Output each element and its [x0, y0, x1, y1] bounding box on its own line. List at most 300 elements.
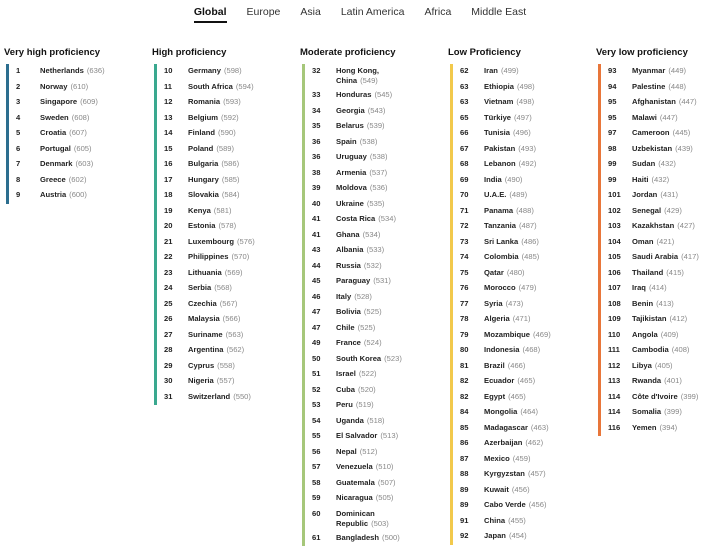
ranking-row [164, 219, 292, 235]
country-entry [484, 485, 558, 495]
rank-number: 9 [16, 190, 21, 199]
country-entry [632, 392, 706, 402]
country-name: France [336, 338, 361, 347]
rank-number: 15 [164, 143, 173, 153]
ranking-row [460, 436, 588, 452]
rank-number: 18 [164, 190, 173, 199]
ranking-row [312, 135, 440, 151]
country-entry [188, 345, 262, 355]
rank-number: 99 [608, 159, 617, 168]
country-score: (537) [369, 167, 388, 177]
ranking-row [164, 250, 292, 266]
country-name: Brazil [484, 360, 505, 370]
ranking-row [312, 166, 440, 182]
rank-number: 4 [16, 112, 21, 122]
ranking-row [460, 390, 588, 406]
country-entry [336, 66, 410, 86]
country-name: Lithuania [188, 267, 222, 277]
rank-number: 63 [460, 81, 469, 91]
country-name: Sudan [632, 159, 656, 168]
country-name: Germany [188, 66, 221, 75]
country-score: (399) [664, 407, 682, 416]
country-name: Azerbaijan [484, 438, 523, 447]
rank-number: 35 [312, 121, 321, 130]
country-score: (463) [530, 422, 549, 432]
country-score: (413) [656, 298, 674, 308]
country-entry [484, 314, 558, 324]
country-entry [484, 407, 558, 417]
country-entry [484, 206, 558, 216]
rank-number: 57 [312, 462, 321, 471]
country-score: (498) [516, 97, 535, 106]
country-score: (414) [648, 283, 667, 292]
country-entry [40, 128, 114, 138]
ranking-row [16, 95, 144, 111]
rank-number: 19 [164, 205, 173, 215]
country-name: Lebanon [484, 159, 516, 168]
ranking-row [460, 250, 588, 266]
ranking-row [312, 531, 440, 547]
country-name: Panama [484, 205, 514, 215]
rank-number: 21 [164, 236, 173, 246]
country-entry [632, 299, 706, 309]
country-name: Netherlands [40, 66, 84, 75]
ranking-row [312, 104, 440, 120]
rank-number: 1 [16, 66, 21, 75]
country-entry [40, 66, 114, 76]
country-name: Belgium [188, 112, 218, 122]
ranking-row [312, 150, 440, 166]
country-score: (405) [654, 360, 673, 370]
country-entry [632, 423, 706, 433]
rank-number: 31 [164, 391, 173, 401]
country-score: (585) [221, 174, 240, 184]
country-score: (525) [363, 307, 382, 316]
country-name: Greece [40, 174, 66, 184]
country-entry [40, 159, 114, 169]
country-name: Kyrgyzstan [484, 469, 525, 478]
country-entry [336, 152, 410, 162]
country-entry [632, 82, 706, 92]
country-score: (417) [681, 252, 699, 261]
ranking-row [460, 514, 588, 530]
country-score: (519) [355, 400, 374, 409]
country-entry [484, 237, 558, 247]
rank-number: 102 [608, 205, 621, 215]
rank-number: 112 [608, 360, 621, 370]
ranking-row [312, 476, 440, 492]
country-name: Kazakhstan [632, 221, 675, 230]
country-name: Kenya [188, 205, 211, 215]
country-name: Yemen [632, 422, 657, 432]
country-score: (539) [366, 121, 385, 130]
country-score: (497) [514, 112, 532, 122]
country-entry [336, 369, 410, 379]
rank-number: 2 [16, 81, 21, 91]
country-score: (439) [675, 143, 693, 153]
rank-number: 110 [608, 329, 621, 339]
country-entry [336, 447, 410, 457]
country-score: (598) [223, 66, 242, 75]
tab-europe[interactable]: Europe [246, 6, 281, 18]
ranking-row [608, 157, 718, 173]
country-entry [484, 423, 558, 433]
country-score: (486) [521, 236, 539, 246]
country-entry [336, 416, 410, 426]
country-name: Tunisia [484, 128, 511, 137]
ranking-row [608, 421, 718, 437]
ranking-row [164, 359, 292, 375]
rank-number: 27 [164, 329, 173, 339]
country-score: (570) [231, 252, 250, 261]
rank-number: 97 [608, 128, 617, 137]
group-color-bar [6, 64, 9, 204]
ranking-row [164, 343, 292, 359]
country-name: Tanzania [484, 221, 516, 230]
country-entry [484, 175, 558, 185]
country-entry [632, 376, 706, 386]
country-score: (543) [367, 105, 386, 115]
rank-number: 59 [312, 493, 321, 502]
country-name: Nepal [336, 446, 357, 456]
country-name: El Salvador [336, 431, 378, 440]
country-entry [484, 392, 558, 402]
ranking-row [164, 297, 292, 313]
ranking-row [312, 491, 440, 507]
rank-number: 39 [312, 183, 321, 192]
country-name: Costa Rica [336, 214, 376, 223]
country-score: (479) [518, 283, 537, 292]
group-list [448, 64, 588, 545]
ranking-row [16, 173, 144, 189]
rank-number: 22 [164, 252, 173, 261]
ranking-row [164, 80, 292, 96]
country-name: Cyprus [188, 360, 215, 370]
tab-asia[interactable]: Asia [300, 6, 321, 18]
country-score: (590) [218, 128, 236, 137]
group-color-bar [598, 64, 601, 436]
group-low [448, 46, 588, 545]
group-list [596, 64, 718, 436]
ranking-row [608, 281, 718, 297]
rank-number: 82 [460, 376, 469, 385]
country-score: (499) [500, 66, 519, 75]
country-name: South Korea [336, 353, 382, 363]
rank-number: 81 [460, 360, 469, 370]
country-entry [632, 221, 706, 231]
country-name: Hong Kong, China [336, 66, 380, 85]
country-name: Egypt [484, 391, 506, 401]
country-entry [40, 82, 114, 92]
country-name: Oman [632, 236, 654, 246]
country-entry [336, 199, 410, 209]
country-name: Pakistan [484, 143, 516, 153]
country-name: Japan [484, 531, 506, 540]
country-name: Paraguay [336, 276, 371, 285]
group-title: Very low proficiency [596, 47, 688, 58]
country-entry [484, 190, 558, 200]
country-entry [632, 206, 706, 216]
ranking-row [312, 64, 440, 88]
rank-number: 85 [460, 422, 469, 432]
country-name: Haiti [632, 174, 649, 184]
rank-number: 26 [164, 314, 173, 323]
tab-middle-east[interactable]: Middle East [471, 6, 527, 18]
country-name: Singapore [40, 97, 78, 106]
ranking-row [460, 173, 588, 189]
rank-number: 12 [164, 97, 173, 106]
country-entry [40, 97, 114, 107]
country-score: (518) [366, 415, 385, 425]
ranking-row [460, 95, 588, 111]
country-entry [188, 361, 262, 371]
ranking-row [312, 414, 440, 430]
ranking-row [608, 64, 718, 80]
rank-number: 94 [608, 81, 617, 91]
ranking-row [164, 157, 292, 173]
rank-number: 20 [164, 221, 173, 230]
country-score: (550) [233, 391, 251, 401]
country-score: (490) [504, 174, 523, 184]
group-color-bar [450, 64, 453, 545]
rank-number: 3 [16, 97, 21, 106]
rank-number: 25 [164, 298, 173, 308]
country-entry [188, 144, 262, 154]
ranking-row [460, 297, 588, 313]
group-high [152, 46, 292, 405]
country-name: Slovakia [188, 190, 219, 199]
country-score: (469) [533, 329, 551, 339]
country-entry [188, 314, 262, 324]
country-score: (415) [666, 267, 684, 277]
rank-number: 77 [460, 298, 469, 308]
ranking-row [312, 367, 440, 383]
ranking-row [460, 80, 588, 96]
group-title: Very high proficiency [4, 47, 101, 58]
country-score: (567) [219, 298, 238, 308]
country-score: (520) [357, 384, 376, 394]
ranking-row [608, 312, 718, 328]
country-entry [484, 97, 558, 107]
ranking-row [164, 374, 292, 390]
ranking-row [608, 250, 718, 266]
ranking-row [312, 336, 440, 352]
rank-number: 71 [460, 205, 469, 215]
country-score: (569) [224, 267, 243, 277]
rank-number: 11 [164, 81, 173, 91]
ranking-row [312, 507, 440, 531]
country-name: Palestine [632, 81, 666, 91]
country-score: (431) [660, 190, 679, 199]
country-entry [188, 221, 262, 231]
country-score: (473) [505, 298, 524, 308]
ranking-row [608, 343, 718, 359]
country-score: (464) [520, 407, 539, 416]
country-score: (445) [672, 128, 691, 137]
country-name: Algeria [484, 314, 510, 323]
rank-number: 62 [460, 66, 469, 75]
rank-number: 56 [312, 446, 321, 456]
ranking-row [16, 157, 144, 173]
country-score: (607) [69, 128, 87, 137]
country-score: (528) [354, 291, 372, 301]
country-name: Cabo Verde [484, 500, 526, 509]
rank-number: 24 [164, 283, 173, 292]
country-entry [40, 190, 114, 200]
ranking-row [460, 529, 588, 545]
country-score: (500) [382, 532, 400, 542]
country-entry [632, 144, 706, 154]
rank-number: 74 [460, 252, 469, 261]
country-score: (589) [216, 143, 235, 153]
country-score: (592) [220, 112, 239, 122]
rank-number: 36 [312, 136, 321, 146]
rank-number: 105 [608, 252, 621, 261]
tab-africa[interactable]: Africa [424, 6, 452, 18]
country-entry [632, 314, 706, 324]
tab-global[interactable]: Global [194, 6, 227, 23]
country-entry [188, 376, 262, 386]
country-score: (449) [668, 66, 687, 75]
country-name: Syria [484, 298, 503, 308]
country-name: Albania [336, 245, 364, 254]
country-name: Rwanda [632, 376, 662, 385]
rank-number: 87 [460, 453, 469, 463]
country-name: Uruguay [336, 152, 367, 161]
country-name: Portugal [40, 143, 71, 153]
country-name: Malaysia [188, 314, 220, 323]
ranking-row [460, 188, 588, 204]
country-name: Honduras [336, 90, 372, 99]
country-score: (603) [75, 159, 94, 168]
ranking-row [164, 328, 292, 344]
country-score: (471) [512, 314, 531, 323]
country-entry [336, 509, 410, 529]
country-score: (399) [680, 391, 699, 401]
ranking-row [164, 64, 292, 80]
rank-number: 23 [164, 267, 173, 277]
country-name: Saudi Arabia [632, 252, 679, 261]
country-score: (532) [363, 260, 382, 270]
country-name: Afghanistan [632, 97, 676, 106]
ranking-row [16, 111, 144, 127]
country-score: (457) [527, 469, 546, 478]
country-score: (465) [517, 376, 536, 385]
ranking-row [16, 188, 144, 204]
country-score: (535) [366, 198, 385, 208]
country-name: Colombia [484, 252, 519, 261]
rank-number: 101 [608, 190, 621, 199]
country-score: (455) [508, 515, 526, 525]
rank-number: 29 [164, 360, 173, 370]
country-name: South Africa [188, 81, 233, 91]
rank-number: 16 [164, 159, 173, 168]
rank-number: 109 [608, 314, 621, 323]
ranking-row [460, 235, 588, 251]
country-score: (593) [223, 97, 241, 106]
country-score: (586) [221, 159, 240, 168]
rank-number: 103 [608, 221, 621, 230]
country-entry [632, 361, 706, 371]
ranking-row [164, 281, 292, 297]
country-name: Thailand [632, 267, 664, 277]
group-title: High proficiency [152, 47, 227, 58]
rank-number: 73 [460, 236, 469, 246]
country-entry [336, 400, 410, 410]
region-tabs [0, 0, 720, 30]
country-entry [632, 66, 706, 76]
ranking-row [16, 126, 144, 142]
country-entry [336, 230, 410, 240]
country-score: (427) [677, 221, 695, 230]
country-score: (562) [226, 345, 245, 354]
group-moderate [300, 46, 440, 546]
country-score: (513) [380, 431, 399, 440]
country-entry [336, 478, 410, 488]
rank-number: 43 [312, 245, 321, 254]
country-name: Spain [336, 136, 357, 146]
country-score: (636) [86, 66, 105, 75]
country-name: Kuwait [484, 484, 509, 494]
country-entry [632, 252, 706, 262]
country-name: Indonesia [484, 345, 520, 354]
country-entry [484, 345, 558, 355]
ranking-row [164, 142, 292, 158]
rank-number: 93 [608, 66, 617, 75]
rank-number: 45 [312, 276, 321, 285]
country-entry [336, 106, 410, 116]
rank-number: 80 [460, 345, 469, 354]
country-name: Cambodia [632, 345, 669, 354]
country-name: Estonia [188, 221, 216, 230]
country-score: (401) [664, 376, 682, 385]
country-entry [632, 345, 706, 355]
country-score: (408) [671, 345, 690, 354]
country-name: Venezuela [336, 462, 373, 471]
ranking-row [312, 290, 440, 306]
rank-number: 44 [312, 260, 321, 270]
country-score: (421) [656, 236, 675, 246]
rank-number: 66 [460, 128, 469, 137]
rank-number: 50 [312, 353, 321, 363]
country-name: Bangladesh [336, 532, 380, 542]
rank-number: 79 [460, 329, 469, 339]
rank-number: 55 [312, 431, 321, 440]
rank-number: 28 [164, 345, 173, 354]
ranking-row [608, 188, 718, 204]
ranking-row [312, 88, 440, 104]
rank-number: 30 [164, 376, 173, 385]
rank-number: 53 [312, 400, 321, 409]
country-score: (503) [371, 518, 389, 528]
country-entry [336, 183, 410, 193]
country-name: Philippines [188, 252, 229, 261]
country-name: Sweden [40, 112, 69, 122]
ranking-row [460, 498, 588, 514]
ranking-row [460, 312, 588, 328]
country-name: Austria [40, 190, 67, 199]
country-score: (549) [360, 76, 378, 85]
ranking-row [164, 173, 292, 189]
ranking-row [608, 204, 718, 220]
country-score: (522) [358, 369, 377, 378]
ranking-row [312, 352, 440, 368]
country-entry [632, 407, 706, 417]
tab-latin-america[interactable]: Latin America [340, 6, 405, 18]
country-name: Uzbekistan [632, 143, 673, 153]
country-entry [484, 516, 558, 526]
country-score: (566) [222, 314, 241, 323]
